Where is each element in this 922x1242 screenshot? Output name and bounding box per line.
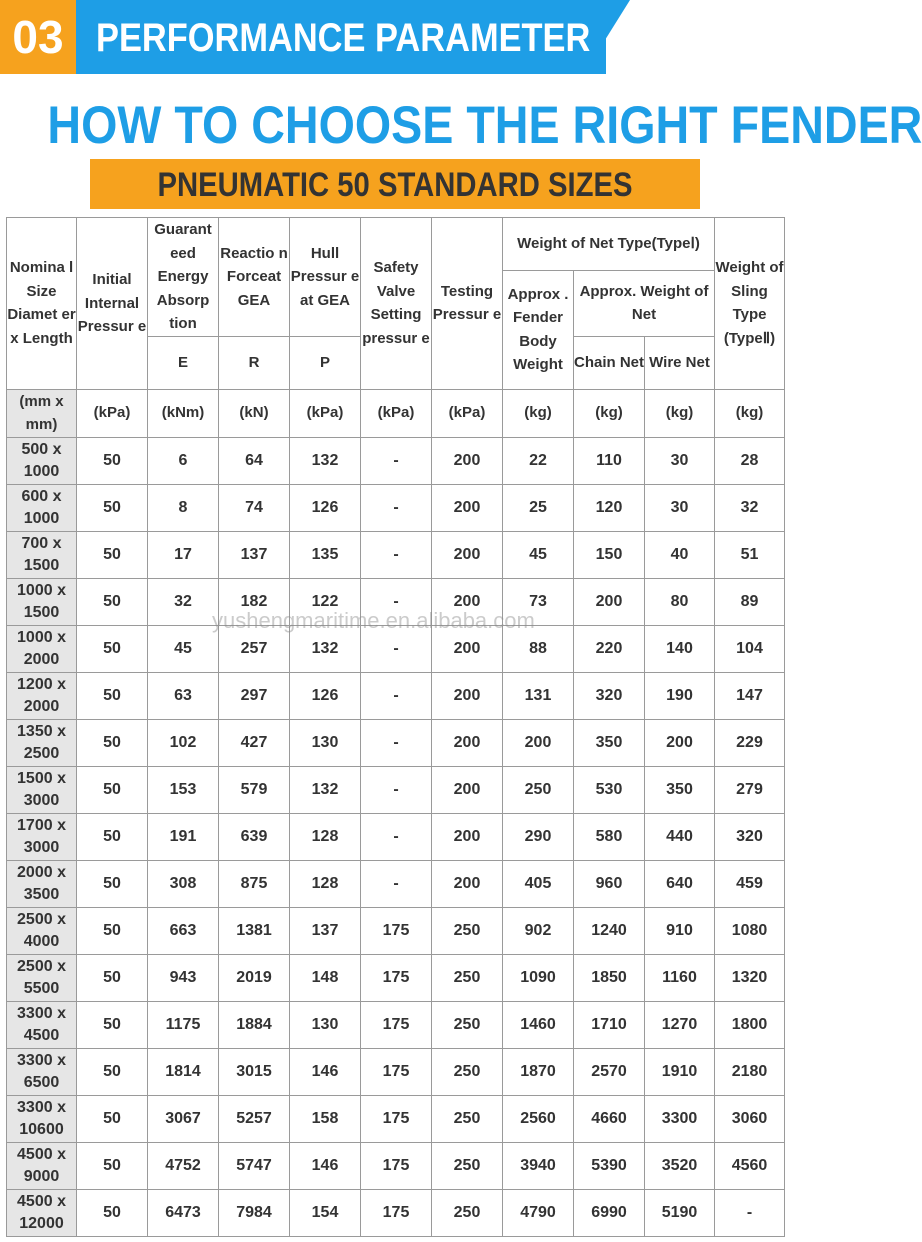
table-cell: 5190 [645, 1189, 715, 1236]
size-cell: 1000 x 1500 [7, 578, 77, 625]
table-cell: 350 [574, 719, 645, 766]
size-cell: 2500 x 4000 [7, 907, 77, 954]
table-cell: 200 [432, 625, 503, 672]
table-cell: - [361, 484, 432, 531]
table-cell: - [715, 1189, 785, 1236]
table-cell: 122 [290, 578, 361, 625]
table-cell: 50 [77, 531, 148, 578]
header-sling: Weight of Sling Type (TypeⅡ) [715, 218, 785, 390]
table-cell: 440 [645, 813, 715, 860]
header-chain-net: Chain Net [574, 336, 645, 389]
table-cell: 1381 [219, 907, 290, 954]
table-cell: 1870 [503, 1048, 574, 1095]
unit-cell: (kPa) [432, 389, 503, 437]
table-cell: 4660 [574, 1095, 645, 1142]
table-cell: 45 [503, 531, 574, 578]
table-cell: 1884 [219, 1001, 290, 1048]
table-cell: 64 [219, 437, 290, 484]
table-cell: 250 [432, 1095, 503, 1142]
table-cell: 50 [77, 766, 148, 813]
table-cell: 5747 [219, 1142, 290, 1189]
table-cell: 200 [574, 578, 645, 625]
table-row [7, 1095, 785, 1142]
unit-cell: (mm x mm) [7, 389, 77, 437]
table-cell: 5257 [219, 1095, 290, 1142]
header-safety: Safety Valve Setting pressur e [361, 218, 432, 390]
table-cell: 290 [503, 813, 574, 860]
table-row [7, 1189, 785, 1236]
table-cell: 148 [290, 954, 361, 1001]
table-cell: 30 [645, 484, 715, 531]
header-weight-net-group: Weight of Net Type(TypeⅠ) [503, 218, 715, 271]
table-cell: 1175 [148, 1001, 219, 1048]
header-initial-pressure: Initial Internal Pressur e [77, 218, 148, 390]
table-cell: 73 [503, 578, 574, 625]
unit-cell: (kNm) [148, 389, 219, 437]
table-cell: 6990 [574, 1189, 645, 1236]
table-cell: 120 [574, 484, 645, 531]
table-cell: 132 [290, 766, 361, 813]
table-cell: 579 [219, 766, 290, 813]
table-cell: 229 [715, 719, 785, 766]
table-row [7, 860, 785, 907]
table-cell: - [361, 578, 432, 625]
table-cell: 50 [77, 860, 148, 907]
table-cell: - [361, 625, 432, 672]
header-hull-symbol: P [290, 336, 361, 389]
table-cell: - [361, 766, 432, 813]
table-cell: 50 [77, 437, 148, 484]
header-wire-net: Wire Net [645, 336, 715, 389]
table-cell: 943 [148, 954, 219, 1001]
table-cell: 1160 [645, 954, 715, 1001]
table-cell: 3060 [715, 1095, 785, 1142]
size-cell: 3300 x 6500 [7, 1048, 77, 1095]
table-cell: 200 [432, 719, 503, 766]
table-cell: 50 [77, 484, 148, 531]
table-cell: 320 [574, 672, 645, 719]
table-cell: 1850 [574, 954, 645, 1001]
size-cell: 3300 x 10600 [7, 1095, 77, 1142]
table-row [7, 437, 785, 484]
header-hull: Hull Pressur e at GEA [290, 218, 361, 337]
table-cell: 17 [148, 531, 219, 578]
table-cell: 50 [77, 625, 148, 672]
table-cell: 22 [503, 437, 574, 484]
table-cell: 80 [645, 578, 715, 625]
table-cell: 257 [219, 625, 290, 672]
table-row [7, 907, 785, 954]
unit-cell: (kg) [715, 389, 785, 437]
table-cell: 132 [290, 625, 361, 672]
table-cell: 200 [432, 531, 503, 578]
table-row [7, 1048, 785, 1095]
table-cell: 220 [574, 625, 645, 672]
size-cell: 1700 x 3000 [7, 813, 77, 860]
table-cell: 2019 [219, 954, 290, 1001]
table-cell: 902 [503, 907, 574, 954]
table-cell: 45 [148, 625, 219, 672]
table-cell: 250 [432, 954, 503, 1001]
page-title: HOW TO CHOOSE THE RIGHT FENDER [47, 96, 922, 155]
size-cell: 1000 x 2000 [7, 625, 77, 672]
table-cell: 639 [219, 813, 290, 860]
table-cell: 137 [219, 531, 290, 578]
table-cell: 250 [432, 1001, 503, 1048]
table-row [7, 954, 785, 1001]
table-cell: 7984 [219, 1189, 290, 1236]
table-cell: 50 [77, 954, 148, 1001]
table-cell: 63 [148, 672, 219, 719]
table-cell: 960 [574, 860, 645, 907]
table-cell: 1320 [715, 954, 785, 1001]
table-cell: 405 [503, 860, 574, 907]
table-cell: 128 [290, 813, 361, 860]
table-cell: 3015 [219, 1048, 290, 1095]
table-cell: 1270 [645, 1001, 715, 1048]
table-cell: - [361, 672, 432, 719]
table-cell: 250 [432, 907, 503, 954]
table-cell: 4752 [148, 1142, 219, 1189]
table-cell: 50 [77, 578, 148, 625]
table-cell: 200 [432, 813, 503, 860]
table-cell: 146 [290, 1142, 361, 1189]
table-cell: 2570 [574, 1048, 645, 1095]
table-cell: 320 [715, 813, 785, 860]
table-cell: 130 [290, 1001, 361, 1048]
size-cell: 1200 x 2000 [7, 672, 77, 719]
subtitle: PNEUMATIC 50 STANDARD SIZES [157, 166, 633, 204]
table-cell: 50 [77, 1189, 148, 1236]
header-energy-symbol: E [148, 336, 219, 389]
table-cell: 200 [432, 860, 503, 907]
fender-spec-table [6, 217, 785, 1237]
table-cell: 50 [77, 1095, 148, 1142]
table-cell: 50 [77, 813, 148, 860]
table-cell: 131 [503, 672, 574, 719]
table-cell: 1814 [148, 1048, 219, 1095]
table-cell: 130 [290, 719, 361, 766]
table-cell: 51 [715, 531, 785, 578]
table-cell: 128 [290, 860, 361, 907]
unit-cell: (kg) [574, 389, 645, 437]
table-cell: 175 [361, 954, 432, 1001]
unit-cell: (kN) [219, 389, 290, 437]
table-cell: 182 [219, 578, 290, 625]
table-row [7, 813, 785, 860]
table-cell: 5390 [574, 1142, 645, 1189]
header-fender-body: Approx . Fender Body Weight [503, 271, 574, 390]
table-cell: 132 [290, 437, 361, 484]
table-row [7, 719, 785, 766]
table-cell: 74 [219, 484, 290, 531]
table-cell: 135 [290, 531, 361, 578]
size-cell: 1500 x 3000 [7, 766, 77, 813]
table-cell: 102 [148, 719, 219, 766]
table-cell: 459 [715, 860, 785, 907]
table-cell: - [361, 531, 432, 578]
table-cell: 89 [715, 578, 785, 625]
banner-title: PERFORMANCE PARAMETER [96, 16, 591, 60]
table-cell: 279 [715, 766, 785, 813]
table-cell: 910 [645, 907, 715, 954]
table-cell: 140 [645, 625, 715, 672]
table-cell: 110 [574, 437, 645, 484]
table-cell: 640 [645, 860, 715, 907]
table-cell: 4790 [503, 1189, 574, 1236]
table-cell: 8 [148, 484, 219, 531]
table-cell: 104 [715, 625, 785, 672]
table-cell: - [361, 860, 432, 907]
watermark: yushengmaritime.en.alibaba.com [212, 608, 535, 633]
table-cell: - [361, 437, 432, 484]
header-size: Nomina l Size Diamet er x Length [7, 218, 77, 390]
table-cell: 50 [77, 672, 148, 719]
size-cell: 4500 x 12000 [7, 1189, 77, 1236]
table-cell: 1800 [715, 1001, 785, 1048]
table-cell: 530 [574, 766, 645, 813]
table-cell: 1080 [715, 907, 785, 954]
table-cell: 250 [432, 1048, 503, 1095]
header-approx-net: Approx. Weight of Net [574, 271, 715, 337]
header-reaction: Reactio n Forceat GEA [219, 218, 290, 337]
table-cell: 88 [503, 625, 574, 672]
table-cell: 191 [148, 813, 219, 860]
table-cell: 126 [290, 672, 361, 719]
table-cell: 3520 [645, 1142, 715, 1189]
table-cell: 154 [290, 1189, 361, 1236]
table-cell: 250 [432, 1142, 503, 1189]
table-cell: 175 [361, 1001, 432, 1048]
table-cell: 200 [432, 437, 503, 484]
size-cell: 4500 x 9000 [7, 1142, 77, 1189]
table-cell: 427 [219, 719, 290, 766]
unit-cell: (kg) [503, 389, 574, 437]
table-cell: 50 [77, 1142, 148, 1189]
section-number: 03 [0, 0, 76, 74]
table-cell: 200 [432, 672, 503, 719]
table-row [7, 672, 785, 719]
table-cell: 4560 [715, 1142, 785, 1189]
table-cell: 137 [290, 907, 361, 954]
header-energy: Guarant eed Energy Absorp tion [148, 218, 219, 337]
size-cell: 3300 x 4500 [7, 1001, 77, 1048]
table-cell: 153 [148, 766, 219, 813]
table-cell: 40 [645, 531, 715, 578]
table-row [7, 766, 785, 813]
table-cell: 147 [715, 672, 785, 719]
table-cell: 6473 [148, 1189, 219, 1236]
table-cell: 200 [432, 578, 503, 625]
size-cell: 700 x 1500 [7, 531, 77, 578]
table-cell: 175 [361, 1048, 432, 1095]
header-testing: Testing Pressur e [432, 218, 503, 390]
table-cell: 1460 [503, 1001, 574, 1048]
table-cell: 50 [77, 1048, 148, 1095]
table-cell: 200 [432, 484, 503, 531]
table-cell: 32 [715, 484, 785, 531]
table-cell: 150 [574, 531, 645, 578]
table-cell: 50 [77, 719, 148, 766]
size-cell: 2000 x 3500 [7, 860, 77, 907]
table-cell: 6 [148, 437, 219, 484]
table-cell: 158 [290, 1095, 361, 1142]
table-row [7, 484, 785, 531]
table-cell: - [361, 813, 432, 860]
table-cell: 2180 [715, 1048, 785, 1095]
table-cell: 175 [361, 1142, 432, 1189]
table-cell: 126 [290, 484, 361, 531]
table-cell: 28 [715, 437, 785, 484]
table-cell: 250 [432, 1189, 503, 1236]
table-cell: 146 [290, 1048, 361, 1095]
unit-cell: (kg) [645, 389, 715, 437]
size-cell: 2500 x 5500 [7, 954, 77, 1001]
table-cell: 875 [219, 860, 290, 907]
table-cell: 175 [361, 1189, 432, 1236]
table-cell: - [361, 719, 432, 766]
table-cell: 3067 [148, 1095, 219, 1142]
table-cell: 200 [432, 766, 503, 813]
subtitle-box [90, 159, 700, 209]
size-cell: 600 x 1000 [7, 484, 77, 531]
table-cell: 1090 [503, 954, 574, 1001]
table-cell: 1910 [645, 1048, 715, 1095]
table-cell: 308 [148, 860, 219, 907]
size-cell: 500 x 1000 [7, 437, 77, 484]
unit-cell: (kPa) [361, 389, 432, 437]
unit-cell: (kPa) [290, 389, 361, 437]
table-cell: 30 [645, 437, 715, 484]
table-cell: 25 [503, 484, 574, 531]
header-reaction-symbol: R [219, 336, 290, 389]
table-cell: 200 [503, 719, 574, 766]
table-cell: 350 [645, 766, 715, 813]
table-cell: 250 [503, 766, 574, 813]
table-cell: 1710 [574, 1001, 645, 1048]
table-cell: 663 [148, 907, 219, 954]
table-cell: 175 [361, 1095, 432, 1142]
table-cell: 175 [361, 907, 432, 954]
table-cell: 200 [645, 719, 715, 766]
table-cell: 50 [77, 1001, 148, 1048]
table-row [7, 531, 785, 578]
table-cell: 1240 [574, 907, 645, 954]
unit-cell: (kPa) [77, 389, 148, 437]
table-cell: 3940 [503, 1142, 574, 1189]
size-cell: 1350 x 2500 [7, 719, 77, 766]
table-cell: 50 [77, 907, 148, 954]
table-row [7, 1001, 785, 1048]
table-cell: 32 [148, 578, 219, 625]
table-cell: 190 [645, 672, 715, 719]
section-banner [0, 0, 790, 74]
table-cell: 297 [219, 672, 290, 719]
table-cell: 3300 [645, 1095, 715, 1142]
table-cell: 2560 [503, 1095, 574, 1142]
table-row [7, 1142, 785, 1189]
table-cell: 580 [574, 813, 645, 860]
